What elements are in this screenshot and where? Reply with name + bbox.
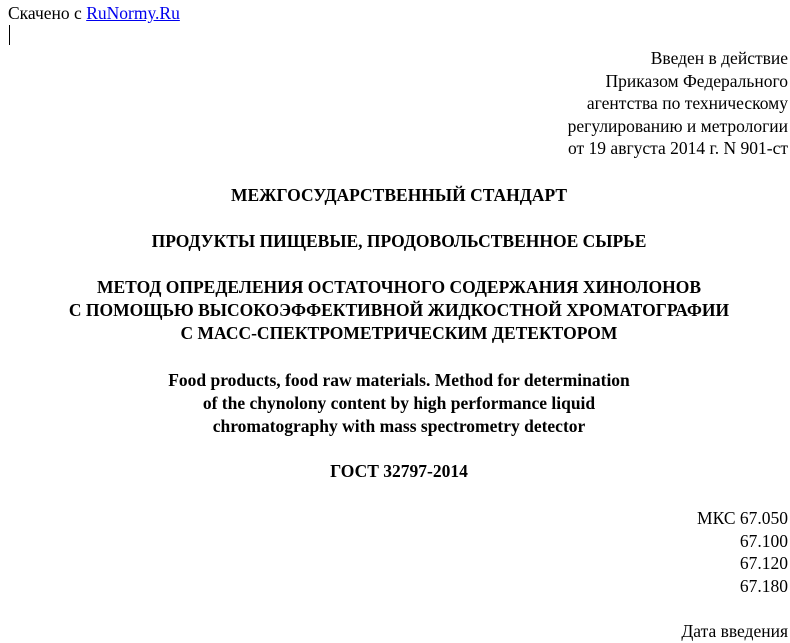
source-link[interactable]: RuNormy.Ru <box>86 3 180 23</box>
english-title <box>0 369 790 438</box>
introduction-date <box>681 620 788 643</box>
standard-type-heading <box>0 184 790 207</box>
english-title-line: chromatography with mass spectrometry detector <box>212 416 586 436</box>
products-heading <box>0 230 790 253</box>
enactment-line: от 19 августа 2014 г. N 901-ст <box>568 138 788 158</box>
mks-code-line: 67.120 <box>739 553 788 573</box>
method-title <box>0 276 790 345</box>
source-prefix: Скачено с <box>8 3 82 23</box>
method-title-line: С МАСС-СПЕКТРОМЕТРИЧЕСКИМ ДЕТЕКТОРОМ <box>180 323 618 343</box>
enactment-block <box>568 47 788 160</box>
method-title-line: МЕТОД ОПРЕДЕЛЕНИЯ ОСТАТОЧНОГО СОДЕРЖАНИЯ ХИНОЛОНОВ <box>96 277 702 297</box>
enactment-line: Приказом Федерального <box>605 70 788 91</box>
english-title-line: Food products, food raw materials. Method for determination <box>168 370 630 390</box>
mks-code-line: 67.180 <box>739 575 788 596</box>
mks-codes <box>697 507 788 597</box>
mks-code-line: 67.100 <box>739 530 788 551</box>
method-title-line: С ПОМОЩЬЮ ВЫСОКОЭФФЕКТИВНОЙ ЖИДКОСТНОЙ ХРОМАТОГРАФИИ <box>68 300 730 320</box>
standard-type-text: МЕЖГОСУДАРСТВЕННЫЙ СТАНДАРТ <box>230 185 568 205</box>
gost-number <box>0 460 790 483</box>
enactment-line: агентства по техническому <box>586 93 788 113</box>
introduction-date-label: Дата введения <box>681 621 788 641</box>
enactment-line: регулированию и метрологии <box>567 115 788 136</box>
gost-number-text: ГОСТ 32797-2014 <box>330 461 468 481</box>
source-line <box>8 2 180 25</box>
products-text: ПРОДУКТЫ ПИЩЕВЫЕ, ПРОДОВОЛЬСТВЕННОЕ СЫРЬЕ <box>151 231 647 251</box>
english-title-line: of the chynolony content by high performance liquid <box>202 393 596 413</box>
text-cursor <box>9 25 10 45</box>
enactment-line: Введен в действие <box>650 48 788 68</box>
mks-code-line: МКС 67.050 <box>697 508 788 528</box>
